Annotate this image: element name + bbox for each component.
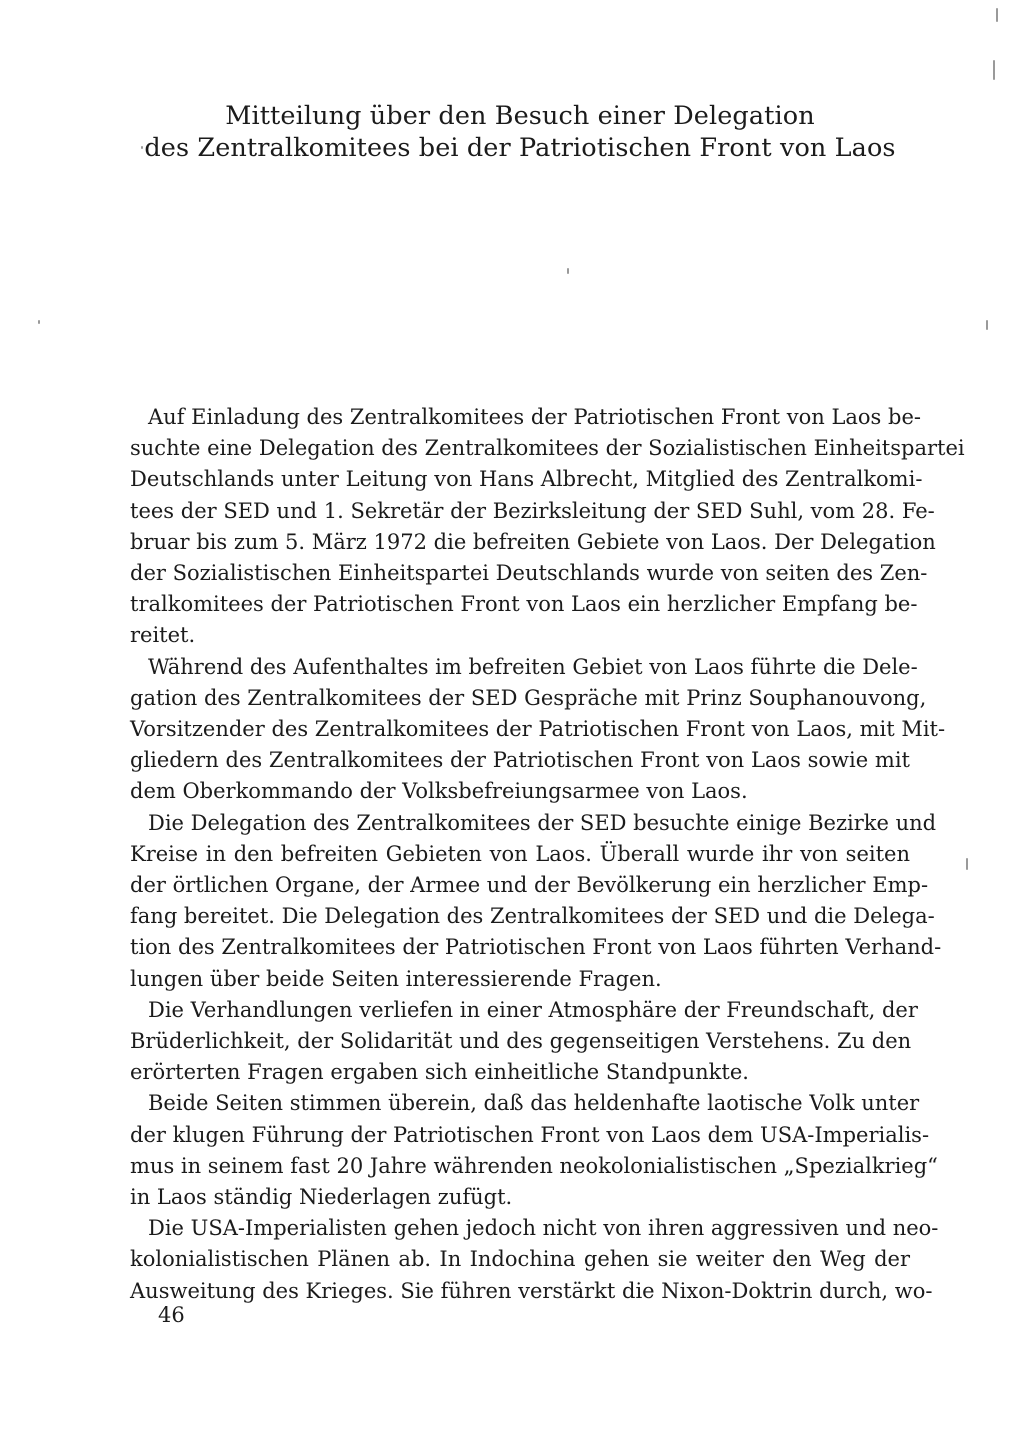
text-line: Während des Aufenthaltes im befreiten Gebiet von Laos führte die Dele- <box>148 654 918 679</box>
text-line: gation des Zentralkomitees der SED Gespräche mit Prinz Souphanouvong, <box>130 685 927 710</box>
scan-speck <box>141 146 143 149</box>
page-number: 46 <box>158 1303 185 1327</box>
text-line: Vorsitzender des Zentralkomitees der Patriotischen Front von Laos, mit Mit- <box>130 717 946 742</box>
text-line: Auf Einladung des Zentralkomitees der Patriotischen Front von Laos be- <box>148 405 921 429</box>
paragraph <box>130 402 965 652</box>
text-line: suchte eine Delegation des Zentralkomitees der Sozialistischen Einheitspartei <box>130 436 965 461</box>
text-line: der Sozialistischen Einheitspartei Deutschlands wurde von seiten des Zen- <box>130 561 928 586</box>
text-line: tees der SED und 1. Sekretär der Bezirksleitung der SED Suhl, vom 28. Fe- <box>130 498 935 523</box>
text-line: der klugen Führung der Patriotischen Front von Laos dem USA-Imperialis- <box>130 1122 930 1147</box>
document-body <box>130 402 965 1307</box>
scan-speck <box>966 858 968 870</box>
text-line: tralkomitees der Patriotischen Front von Laos ein herzlicher Empfang be- <box>130 592 918 617</box>
text-line: lungen über beide Seiten interessierende Fragen. <box>130 966 662 991</box>
text-line: Deutschlands unter Leitung von Hans Albrecht, Mitglied des Zentralkomi- <box>130 467 923 492</box>
text-line: Die Verhandlungen verliefen in einer Atmosphäre der Freundschaft, der <box>148 997 918 1022</box>
text-line: gliedern des Zentralkomitees der Patriotischen Front von Laos sowie mit <box>130 748 910 773</box>
title-line: des Zentralkomitees bei der Patriotischen Front von Laos <box>144 133 896 163</box>
text-line: dem Oberkommando der Volksbefreiungsarmee von Laos. <box>130 779 748 804</box>
text-line: Die USA-Imperialisten gehen jedoch nicht von ihren aggressiven und neo- <box>148 1216 939 1241</box>
title-line: Mitteilung über den Besuch einer Delegation <box>225 101 815 131</box>
paragraph <box>130 995 918 1089</box>
text-line: der örtlichen Organe, der Armee und der Bevölkerung ein herzlicher Emp- <box>130 873 929 898</box>
text-line: in Laos ständig Niederlagen zufügt. <box>130 1185 513 1210</box>
text-line: Ausweitung des Krieges. Sie führen verstärkt die Nixon-Doktrin durch, wo- <box>130 1278 933 1303</box>
text-line: Die Delegation des Zentralkomitees der SED besuchte einige Bezirke und <box>148 810 937 835</box>
document-title <box>130 100 910 164</box>
paragraph <box>130 652 946 808</box>
text-line: reitet. <box>130 623 196 648</box>
scan-speck <box>567 268 569 274</box>
text-line: fang bereitet. Die Delegation des Zentralkomitees der SED und die Delega- <box>130 904 935 929</box>
text-line: erörterten Fragen ergaben sich einheitliche Standpunkte. <box>130 1060 749 1085</box>
scan-speck <box>993 60 995 80</box>
text-line: Brüderlichkeit, der Solidarität und des gegenseitigen Verstehens. Zu den <box>130 1029 912 1054</box>
scan-speck <box>996 8 998 22</box>
text-line: bruar bis zum 5. März 1972 die befreiten Gebiete von Laos. Der Delegation <box>130 529 936 554</box>
text-line: Kreise in den befreiten Gebieten von Laos. Überall wurde ihr von seiten <box>130 841 910 866</box>
text-line: Beide Seiten stimmen überein, daß das heldenhafte laotische Volk unter <box>148 1091 920 1116</box>
scan-speck <box>986 320 988 330</box>
paragraph <box>130 808 942 995</box>
scan-speck <box>38 320 40 324</box>
text-line: tion des Zentralkomitees der Patriotischen Front von Laos führten Verhand- <box>130 935 942 960</box>
paragraph <box>130 1213 939 1307</box>
text-line: mus in seinem fast 20 Jahre währenden neokolonialistischen „Spezialkrieg“ <box>130 1153 938 1178</box>
paragraph <box>130 1088 938 1213</box>
text-line: kolonialistischen Plänen ab. In Indochina gehen sie weiter den Weg der <box>130 1247 910 1272</box>
